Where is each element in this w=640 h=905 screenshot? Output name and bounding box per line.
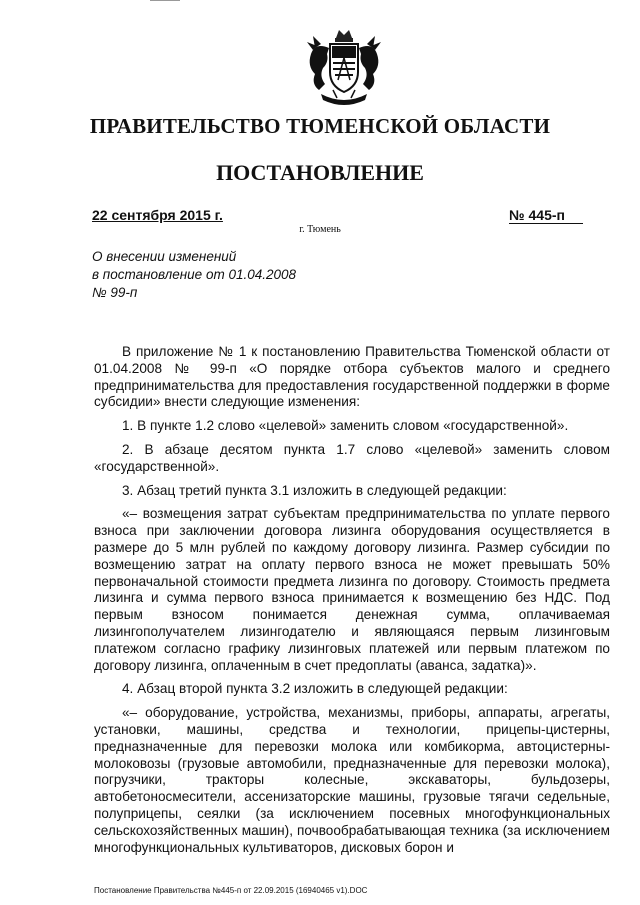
subject-line: в постановление от 01.04.2008 xyxy=(92,267,297,282)
body-paragraph: 2. В абзаце десятом пункта 1.7 слово «целевой» заменить словом «государственной». xyxy=(94,441,610,474)
file-footer: Постановление Правительства №445-п от 22.09.2015 (16940465 v1).DOC xyxy=(94,886,368,895)
document-subject xyxy=(92,248,296,302)
scan-mark xyxy=(150,0,180,2)
body-paragraph: В приложение № 1 к постановлению Правительства Тюменской области от 01.04.2008 № 99-п «О порядке отбора субъектов малого и среднего предпринимательства для предоставления государственной поддержки в форме субсидии» внести следующие изменения: xyxy=(94,344,610,410)
body-paragraph: 1. В пункте 1.2 слово «целевой» заменить словом «государственной». xyxy=(122,418,569,434)
tyumen-coat-of-arms-icon xyxy=(303,28,385,112)
body-paragraph: 4. Абзац второй пункта 3.2 изложить в следующей редакции: xyxy=(122,681,508,697)
subject-line: № 99-п xyxy=(92,285,138,300)
body-paragraph: 3. Абзац третий пункта 3.1 изложить в следующей редакции: xyxy=(122,482,507,498)
subject-line: О внесении изменений xyxy=(92,249,237,264)
document-city: г. Тюмень xyxy=(299,224,341,235)
document-body xyxy=(94,344,610,863)
document-date: 22 сентября 2015 г. xyxy=(92,207,223,223)
document-number: № 445-п xyxy=(509,207,583,224)
body-paragraph: «– оборудование, устройства, механизмы, приборы, аппараты, агрегаты, установки, машины, средства и технологии, прицепы-цистерны, предназначенные для перевозки молока или комбикорма, автоцистерны-молоковозы (грузовые автомобили, предназначенные для перевозки молока), погрузчики, тракторы колесные, экскаваторы, бульдозеры, автобетоносмесители, ассенизаторские машины, грузовые тягачи седельные, полуприцепы, сеялки (за исключением посевных многофункциональных сельскохозяйственных машин), почвообрабатывающая техника (за исключением многофункциональных культиваторов, дисковых борон и xyxy=(94,705,610,855)
document-type: ПОСТАНОВЛЕНИЕ xyxy=(216,160,424,185)
government-title: ПРАВИТЕЛЬСТВО ТЮМЕНСКОЙ ОБЛАСТИ xyxy=(89,114,551,138)
document-number-wrap xyxy=(509,207,583,224)
body-paragraph: «– возмещения затрат субъектам предпринимательства по уплате первого взноса при заключении договора лизинга оборудования осуществляется в размере до 5 млн рублей по каждому договору лизинга. Размер субсидии по возмещению затрат на оплату первого взноса не может превышать 50% первоначальной стоимости предмета лизинга по договору. Стоимость предмета лизинга и сумма первого взноса принимается к возмещению без НДС. Под первым взносом понимается денежная сумма, оплачиваемая лизингополучателем лизингодателю и являющаяся первым лизинговым платежом согласно графику лизинговых платежей или первым платежом по договору лизинга, оплаченным в счет предоплаты (аванса, задатка)». xyxy=(94,506,610,673)
